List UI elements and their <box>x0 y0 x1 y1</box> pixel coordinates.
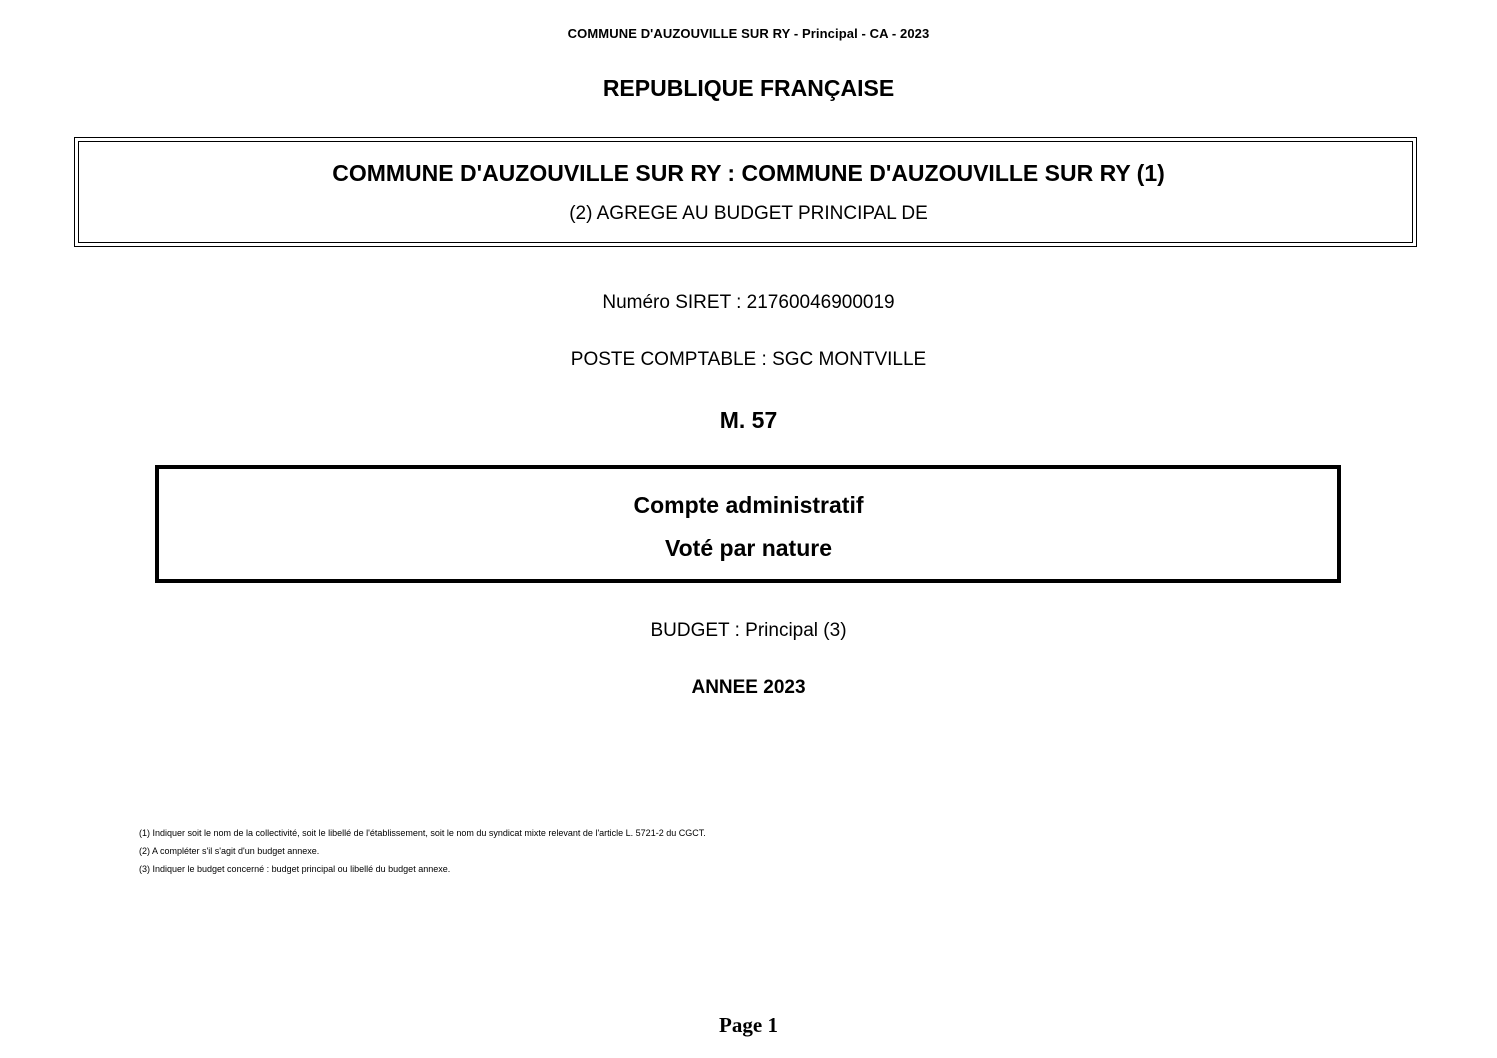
commune-title: COMMUNE D'AUZOUVILLE SUR RY : COMMUNE D'AUZOUVILLE SUR RY (1) <box>332 160 1165 186</box>
document-type-box <box>155 465 1341 583</box>
budget-label: BUDGET : Principal (3) <box>650 620 847 641</box>
running-header: COMMUNE D'AUZOUVILLE SUR RY - Principal - CA - 2023 <box>567 26 930 41</box>
identity-box <box>74 137 1417 247</box>
annee-label: ANNEE 2023 <box>691 677 806 698</box>
republique-heading: REPUBLIQUE FRANÇAISE <box>602 75 895 101</box>
nomenclature-label: M. 57 <box>719 407 778 433</box>
vote-mode: Voté par nature <box>665 535 832 561</box>
document-type: Compte administratif <box>633 492 864 518</box>
footnote-3: (3) Indiquer le budget concerné : budget principal ou libellé du budget annexe. <box>139 864 451 874</box>
page-number: Page 1 <box>719 1013 778 1037</box>
footnotes <box>139 824 1039 878</box>
footnote-2: (2) A compléter s'il s'agit d'un budget annexe. <box>139 846 320 856</box>
identity-box-inner-border <box>78 141 1413 243</box>
siret-number: Numéro SIRET : 21760046900019 <box>602 292 895 313</box>
footnote-1: (1) Indiquer soit le nom de la collectivité, soit le libellé de l'établissement, soit le nom du syndicat mixte relevant de l'article L. 5721-2 du CGCT. <box>139 828 706 838</box>
poste-comptable: POSTE COMPTABLE : SGC MONTVILLE <box>570 349 927 370</box>
agrege-subtitle: (2) AGREGE AU BUDGET PRINCIPAL DE <box>569 203 928 224</box>
